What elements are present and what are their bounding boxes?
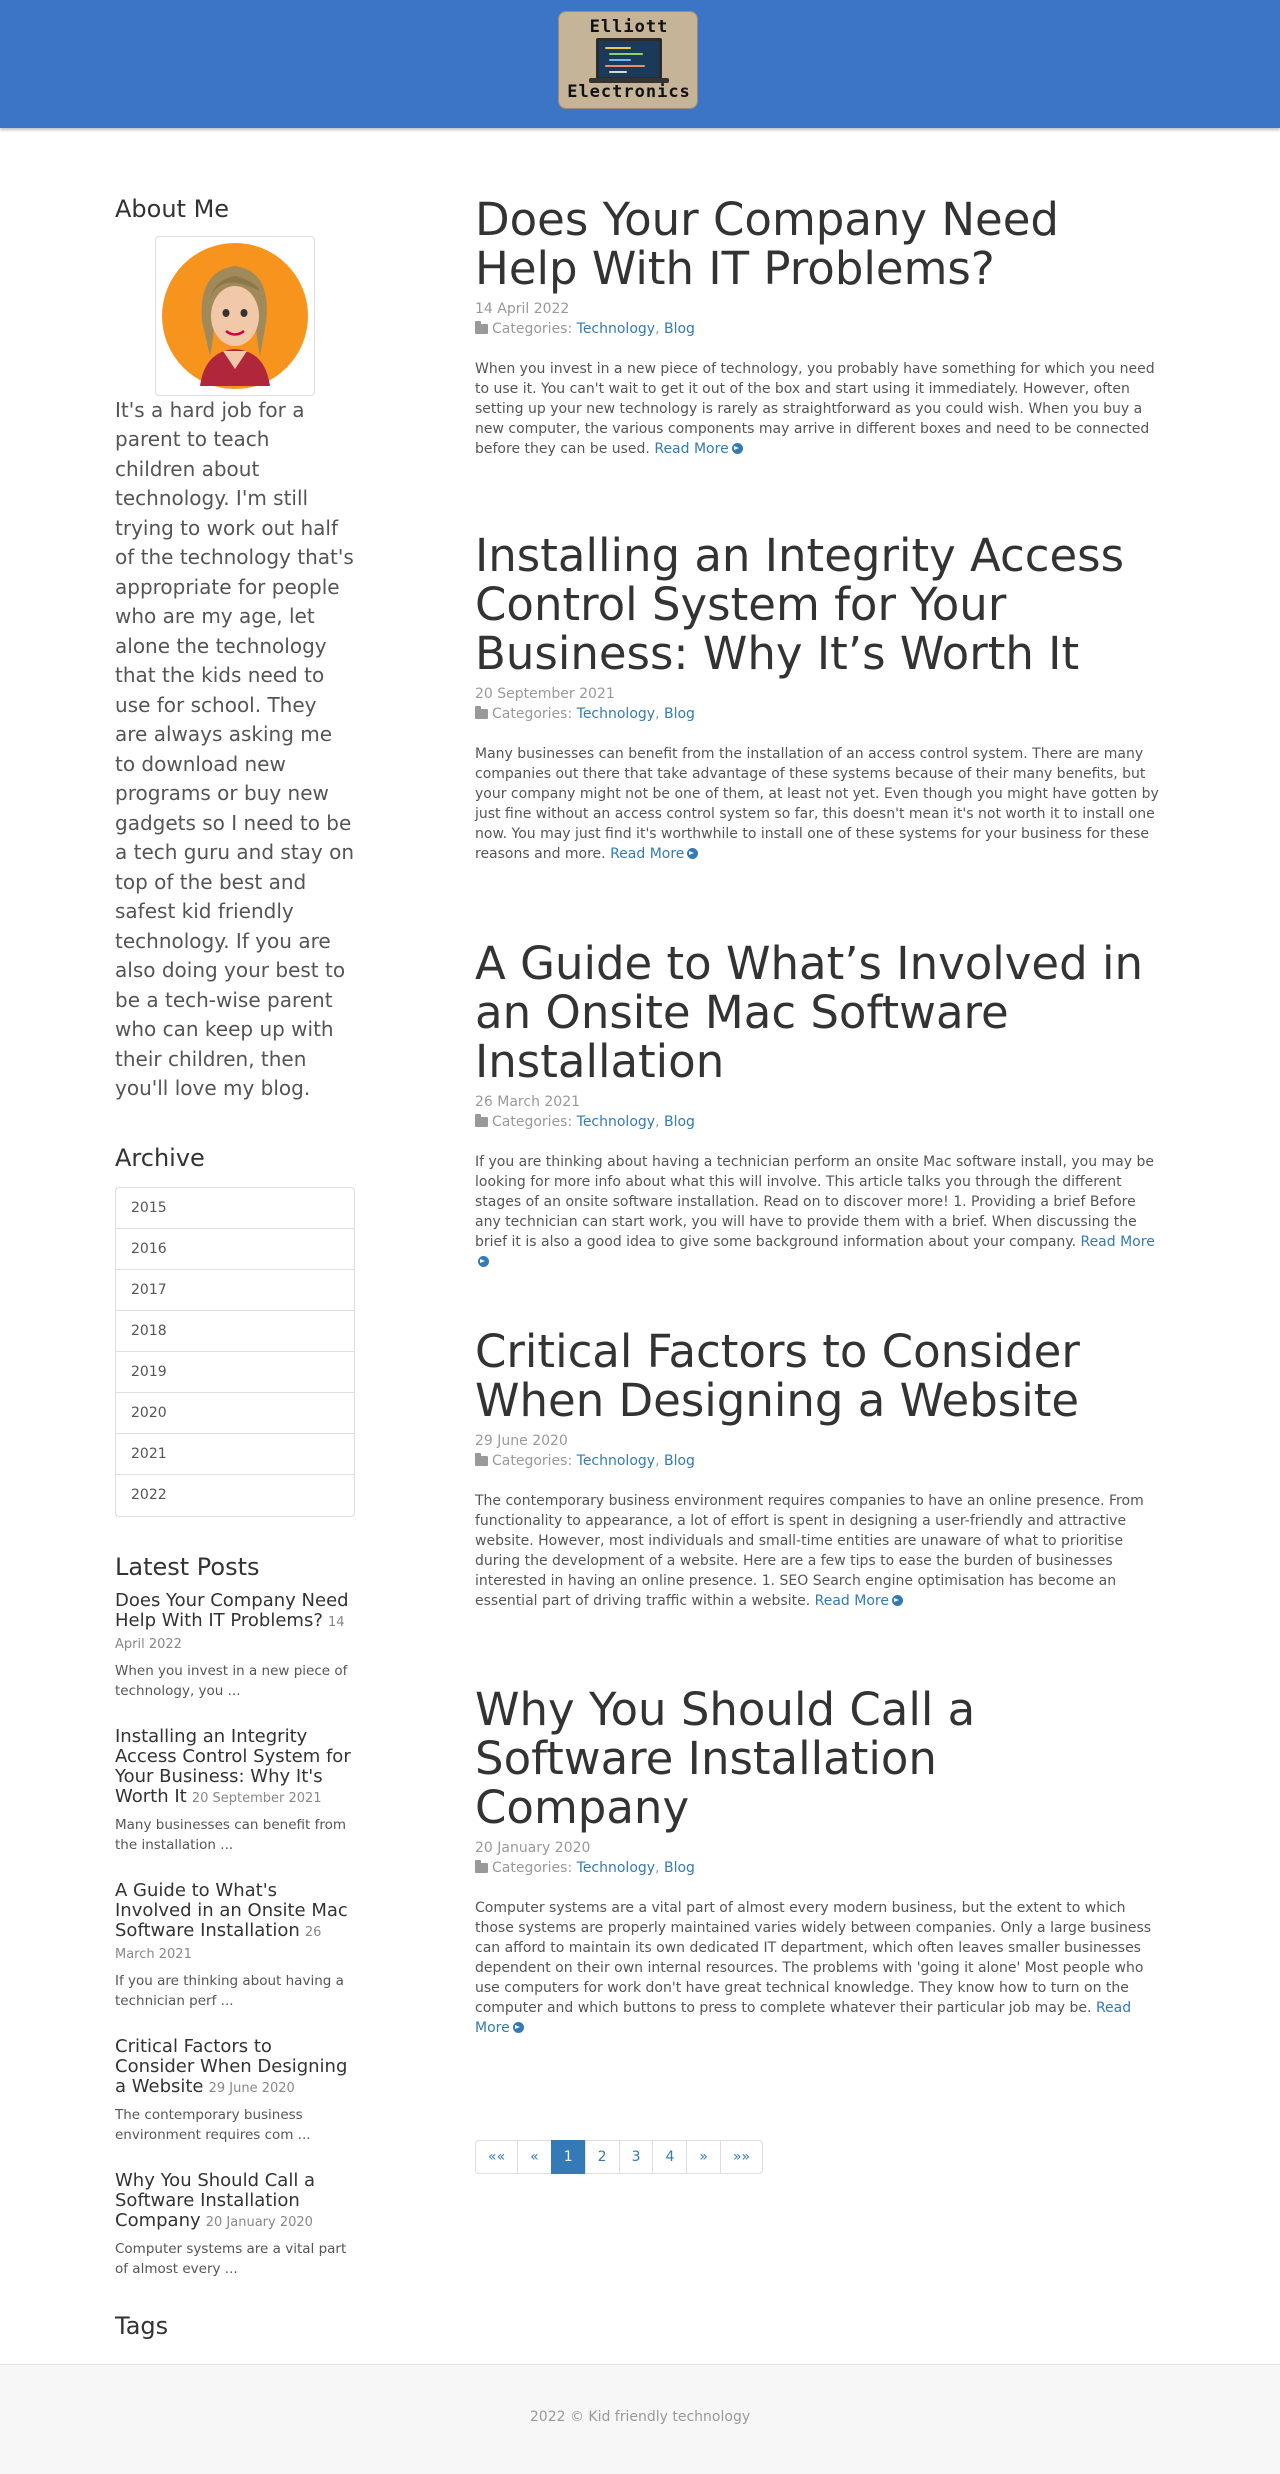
about-text: It's a hard job for a parent to teach children about technology. I'm still trying to work out half of the technology that's appropriate for people who are my age, let alone the technology that the kids need to use for school. They are always asking me to download new programs or buy new gadgets so I need to be a tech guru and stay on top of the best and safest kid friendly technology. If you are also doing your best to be a tech-wise parent who can keep up with their children, then you'll love my blog. [115, 397, 355, 1101]
post-item [475, 1685, 1165, 2038]
archive-item-2019[interactable]: 2019 [116, 1352, 354, 1393]
category-link-technology[interactable]: Technology [576, 1860, 656, 1876]
latest-post-item [115, 1881, 355, 2011]
read-more-label: Read More [475, 2000, 1132, 2036]
latest-post-title[interactable]: Critical Factors to Consider When Designing a Website [115, 2036, 348, 2098]
site-logo[interactable] [558, 11, 698, 109]
post-title[interactable]: Installing an Integrity Access Control System for Your Business: Why It’s Worth It [475, 529, 1125, 680]
page-2[interactable]: 2 [585, 2140, 620, 2174]
sidebar [115, 195, 355, 2279]
latest-post-title[interactable]: Does Your Company Need Help With IT Problems? [115, 1590, 349, 1632]
site-footer [0, 2364, 1280, 2474]
post-date: 26 March 2021 [475, 1094, 581, 1110]
post-excerpt [475, 1898, 1165, 2038]
logo-text-line2: Electronics [567, 82, 691, 102]
post-item [475, 1327, 1165, 1685]
category-link-blog[interactable]: Blog [663, 321, 695, 337]
latest-post-date: 20 September 2021 [191, 1791, 322, 1807]
avatar [160, 241, 310, 391]
categories-label: Categories: [492, 1453, 573, 1469]
category-link-blog[interactable]: Blog [663, 706, 695, 722]
page-first[interactable]: «« [475, 2140, 518, 2174]
archive-item-2016[interactable]: 2016 [116, 1229, 354, 1270]
category-link-technology[interactable]: Technology [576, 1453, 656, 1469]
latest-post-excerpt: Computer systems are a vital part of almost every ... [115, 2241, 347, 2278]
post-item [475, 195, 1165, 531]
site-header [0, 0, 1280, 128]
logo-text-line1: Elliott [589, 17, 669, 37]
post-date: 20 September 2021 [475, 686, 615, 702]
latest-post-excerpt: If you are thinking about having a technician perf ... [115, 1973, 344, 2010]
latest-post-excerpt: The contemporary business environment requires com ... [115, 2107, 311, 2144]
post-excerpt-text: Computer systems are a vital part of almost every modern business, but the extent to which those systems are properly maintained varies widely between companies. Only a large business can afford to maintain its own dedicated IT department, which often leaves smaller businesses dependent on their own internal resources. The problems with 'going it alone' Most people who use computers for work don't have great technical knowledge. They know how to turn on the computer and which buttons to press to complete whatever their particular job may be. [475, 1900, 1152, 2016]
read-more-link[interactable] [815, 1593, 903, 1609]
avatar-frame [155, 236, 315, 396]
category-link-blog[interactable]: Blog [663, 1860, 695, 1876]
category-link-blog[interactable]: Blog [663, 1453, 695, 1469]
pagination [475, 2140, 763, 2174]
post-categories: Categories: Technology, Blog [475, 704, 1165, 724]
read-more-label: Read More [610, 846, 685, 862]
post-excerpt-text: The contemporary business environment requires companies to have an online presence. From functionality to appearance, a lot of effort is spent in designing a user-friendly and attractive website. However, most individuals and small-time entities are unaware of what to prioritise during the development of a website. Here are a few tips to ease the burden of businesses interested in having an online presence. 1. SEO Search engine optimisation has become an essential part of driving traffic within a website. [475, 1493, 1144, 1609]
folder-icon [475, 1456, 488, 1466]
post-title[interactable]: Why You Should Call a Software Installation Company [475, 1683, 976, 1834]
arrow-circle-right-icon [687, 848, 698, 859]
categories-label: Categories: [492, 1114, 573, 1130]
post-excerpt-text: If you are thinking about having a technician perform an onsite Mac software install, you may be looking for more info about what this will involve. This article talks you through the different stages of an onsite software installation. Read on to discover more! 1. Providing a brief Before any technician can start work, you will have to provide them with a brief. When discussing the brief it is also a good idea to give some background information about your company. [475, 1154, 1154, 1250]
categories-label: Categories: [492, 321, 573, 337]
post-item [475, 531, 1165, 939]
archive-item-2015[interactable]: 2015 [116, 1188, 354, 1229]
categories-label: Categories: [492, 706, 573, 722]
post-title[interactable]: A Guide to What’s Involved in an Onsite Mac Software Installation [475, 937, 1143, 1088]
folder-icon [475, 709, 488, 719]
category-link-technology[interactable]: Technology [576, 706, 656, 722]
post-list [475, 195, 1165, 2038]
page-4[interactable]: 4 [652, 2140, 687, 2174]
latest-post-title[interactable]: Installing an Integrity Access Control System for Your Business: Why It's Worth It [115, 1726, 351, 1808]
latest-post-excerpt: Many businesses can benefit from the installation ... [115, 1817, 347, 1854]
archive-list [115, 1187, 355, 1517]
categories-label: Categories: [492, 1860, 573, 1876]
post-excerpt-text: When you invest in a new piece of technology, you probably have something for which you need to use it. You can't wait to get it out of the box and start using it immediately. However, often setting up your new technology is rarely as straightforward as you could wish. When you buy a new computer, the various components may arrive in different boxes and need to be connected before they can be used. [475, 361, 1155, 457]
archive-item-2022[interactable]: 2022 [131, 1486, 167, 1503]
arrow-circle-right-icon [513, 2022, 524, 2033]
post-excerpt [475, 1491, 1165, 1611]
latest-post-item [115, 2037, 355, 2145]
archive-item-2021[interactable]: 2021 [116, 1434, 354, 1475]
archive-item-2018[interactable]: 2018 [116, 1311, 354, 1352]
latest-post-date: 20 January 2020 [205, 2215, 313, 2231]
read-more-label: Read More [654, 441, 729, 457]
page-3[interactable]: 3 [619, 2140, 654, 2174]
latest-post-item [115, 2171, 355, 2279]
latest-post-item [115, 1727, 355, 1855]
latest-post-item [115, 1591, 355, 1701]
latest-post-date: 26 March 2021 [115, 1925, 322, 1963]
page-prev[interactable]: « [517, 2140, 552, 2174]
category-link-technology[interactable]: Technology [576, 1114, 656, 1130]
post-date: 14 April 2022 [475, 301, 570, 317]
archive-item-2017[interactable]: 2017 [116, 1270, 354, 1311]
post-categories: Categories: Technology, Blog [475, 1451, 1165, 1471]
post-categories: Categories: Technology, Blog [475, 1858, 1165, 1878]
post-categories: Categories: Technology, Blog [475, 1112, 1165, 1132]
read-more-label: Read More [814, 1593, 889, 1609]
post-excerpt [475, 359, 1165, 459]
arrow-circle-right-icon [892, 1595, 903, 1606]
read-more-link[interactable] [654, 441, 742, 457]
latest-post-title[interactable]: A Guide to What's Involved in an Onsite Mac Software Installation [115, 1880, 348, 1942]
post-excerpt-text: Many businesses can benefit from the installation of an access control system. There are many companies out there that take advantage of these systems because of their many benefits, but your company might not be one of them, at least not yet. Even though you might have gotten by just fine without an access control system so far, this doesn't mean it's not worth it to install one now. You may just find it's worthwhile to install one of these systems for your business for these reasons and more. [475, 746, 1159, 862]
arrow-circle-right-icon [732, 443, 743, 454]
folder-icon [475, 1117, 488, 1127]
folder-icon [475, 324, 488, 334]
latest-posts-heading: Latest Posts [115, 1552, 260, 1581]
post-excerpt [475, 1152, 1165, 1272]
laptop-icon [596, 38, 662, 80]
read-more-label: Read More [1080, 1234, 1155, 1250]
latest-post-excerpt: When you invest in a new piece of technology, you ... [115, 1663, 348, 1700]
latest-post-date: 14 April 2022 [115, 1615, 345, 1653]
tags-heading: Tags [115, 2312, 169, 2340]
arrow-circle-right-icon [478, 1256, 489, 1267]
page-1[interactable]: 1 [551, 2140, 586, 2174]
post-categories: Categories: Technology, Blog [475, 319, 1165, 339]
post-title[interactable]: Critical Factors to Consider When Designing a Website [475, 1325, 1080, 1427]
folder-icon [475, 1863, 488, 1873]
post-title[interactable]: Does Your Company Need Help With IT Problems? [475, 193, 1059, 295]
category-link-technology[interactable]: Technology [576, 321, 656, 337]
post-date: 29 June 2020 [475, 1433, 568, 1449]
page-last[interactable]: »» [720, 2140, 763, 2174]
category-link-blog[interactable]: Blog [663, 1114, 695, 1130]
latest-post-date: 29 June 2020 [208, 2081, 295, 2097]
page-next[interactable]: » [686, 2140, 721, 2174]
latest-post-title[interactable]: Why You Should Call a Software Installation Company [115, 2170, 316, 2232]
footer-copyright: 2022 © Kid friendly technology [529, 2409, 751, 2425]
about-heading: About Me [115, 195, 230, 223]
read-more-link[interactable] [610, 846, 698, 862]
post-item [475, 939, 1165, 1327]
archive-item-2020[interactable]: 2020 [116, 1393, 354, 1434]
archive-heading: Archive [115, 1143, 205, 1172]
post-excerpt [475, 744, 1165, 864]
post-date: 20 January 2020 [475, 1840, 591, 1856]
